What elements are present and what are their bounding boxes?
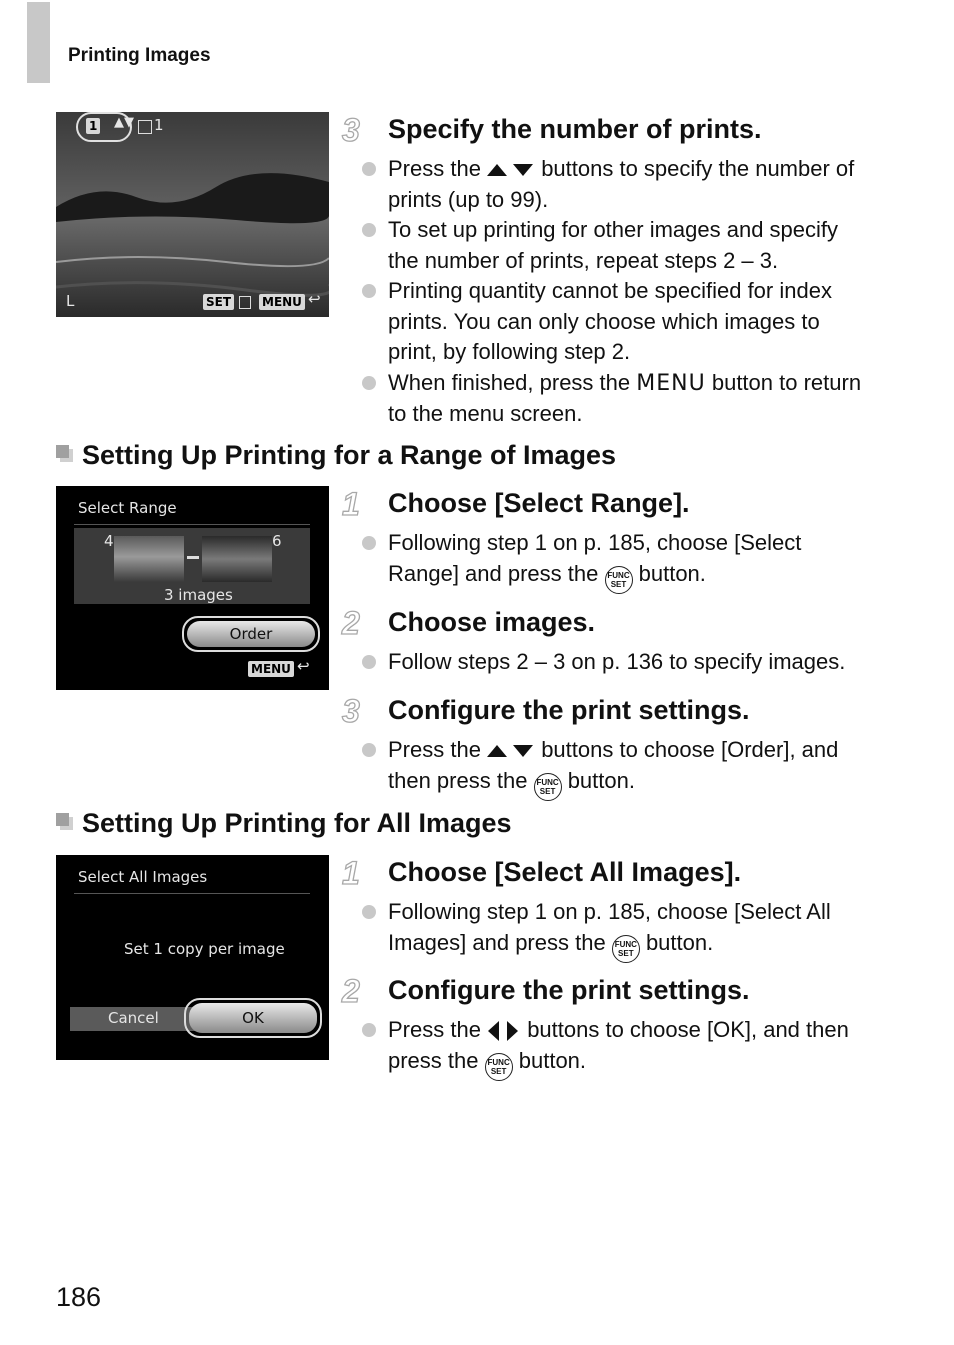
step-number: 3 <box>342 693 360 729</box>
range-to: 6 <box>272 532 282 550</box>
range-from: 4 <box>104 532 114 550</box>
step-title: Choose images. <box>388 607 596 637</box>
bullet: To set up printing for other images and specify the number of prints, repeat steps 2 – 3. <box>362 215 872 276</box>
divider <box>74 524 310 525</box>
images-count: 3 images <box>164 586 233 604</box>
step-number: 2 <box>342 973 360 1009</box>
bullet: When finished, press the MENU button to return to the menu screen. <box>362 368 872 430</box>
return-icon: ↩ <box>308 290 321 308</box>
section-heading-all: Setting Up Printing for All Images <box>56 808 512 839</box>
step-title: Choose [Select All Images]. <box>388 857 742 887</box>
print-count: 1 <box>154 116 164 134</box>
print-icon-small <box>239 296 251 309</box>
step-title: Specify the number of prints. <box>388 114 762 144</box>
screen-title: Select Range <box>78 499 177 517</box>
size-indicator: L <box>66 292 75 310</box>
func-set-icon: FUNC SET <box>612 935 640 963</box>
divider <box>74 893 310 894</box>
print-icon <box>138 120 152 134</box>
screen-message: Set 1 copy per image <box>124 940 285 958</box>
screen-title: Select All Images <box>78 868 208 886</box>
step-number: 1 <box>342 486 360 522</box>
func-set-icon: FUNC SET <box>605 566 633 594</box>
range-start-thumbnail <box>114 536 184 582</box>
landscape-photo <box>56 112 329 317</box>
bullet: Follow steps 2 – 3 on p. 136 to specify images. <box>362 647 872 678</box>
bullet: Press the buttons to choose [Order], and then press the FUNC SET button. <box>362 735 872 801</box>
menu-badge: MENU <box>259 294 305 310</box>
section-square-icon <box>56 813 73 830</box>
cancel-button[interactable]: Cancel <box>108 1009 159 1027</box>
range-end-thumbnail <box>202 536 272 582</box>
step-number: 1 <box>342 855 360 891</box>
quantity-value: 1 <box>86 118 100 134</box>
order-button[interactable]: Order <box>182 616 320 652</box>
bullet: Following step 1 on p. 185, choose [Select Range] and press the FUNC SET button. <box>362 528 872 594</box>
set-badge: SET <box>203 294 234 310</box>
section-square-icon <box>56 445 73 462</box>
step-title: Configure the print settings. <box>388 695 750 725</box>
side-tab <box>27 2 50 83</box>
page-number: 186 <box>56 1282 102 1312</box>
step-title: Configure the print settings. <box>388 975 750 1005</box>
up-down-arrows-icon <box>487 744 535 758</box>
func-set-icon: FUNC SET <box>485 1053 513 1081</box>
camera-screen-select-all <box>56 855 329 1060</box>
step-number: 3 <box>342 112 360 148</box>
menu-badge: MENU <box>248 661 294 677</box>
up-down-arrows-icon <box>487 163 535 177</box>
section-heading-range: Setting Up Printing for a Range of Images <box>56 440 616 471</box>
range-dash <box>187 556 199 559</box>
bullet: Press the buttons to specify the number of prints (up to 99). <box>362 154 872 215</box>
step-number: 2 <box>342 605 360 641</box>
menu-button-icon: MENU <box>636 370 706 396</box>
left-right-arrows-icon <box>487 1020 521 1042</box>
camera-screen-print-quantity <box>56 112 329 317</box>
return-icon: ↩ <box>297 657 310 675</box>
step-title: Choose [Select Range]. <box>388 488 690 518</box>
bullet: Following step 1 on p. 185, choose [Select All Images] and press the FUNC SET button. <box>362 897 872 963</box>
header-title: Printing Images <box>68 45 211 66</box>
func-set-icon: FUNC SET <box>534 773 562 801</box>
up-down-icon: ▲▼ <box>114 115 134 130</box>
ok-button[interactable]: OK <box>184 998 322 1038</box>
bullet: Printing quantity cannot be specified for index prints. You can only choose which images to print, by following step 2. <box>362 276 872 368</box>
bullet: Press the buttons to choose [OK], and then press the FUNC SET button. <box>362 1015 872 1081</box>
camera-screen-select-range <box>56 486 329 690</box>
